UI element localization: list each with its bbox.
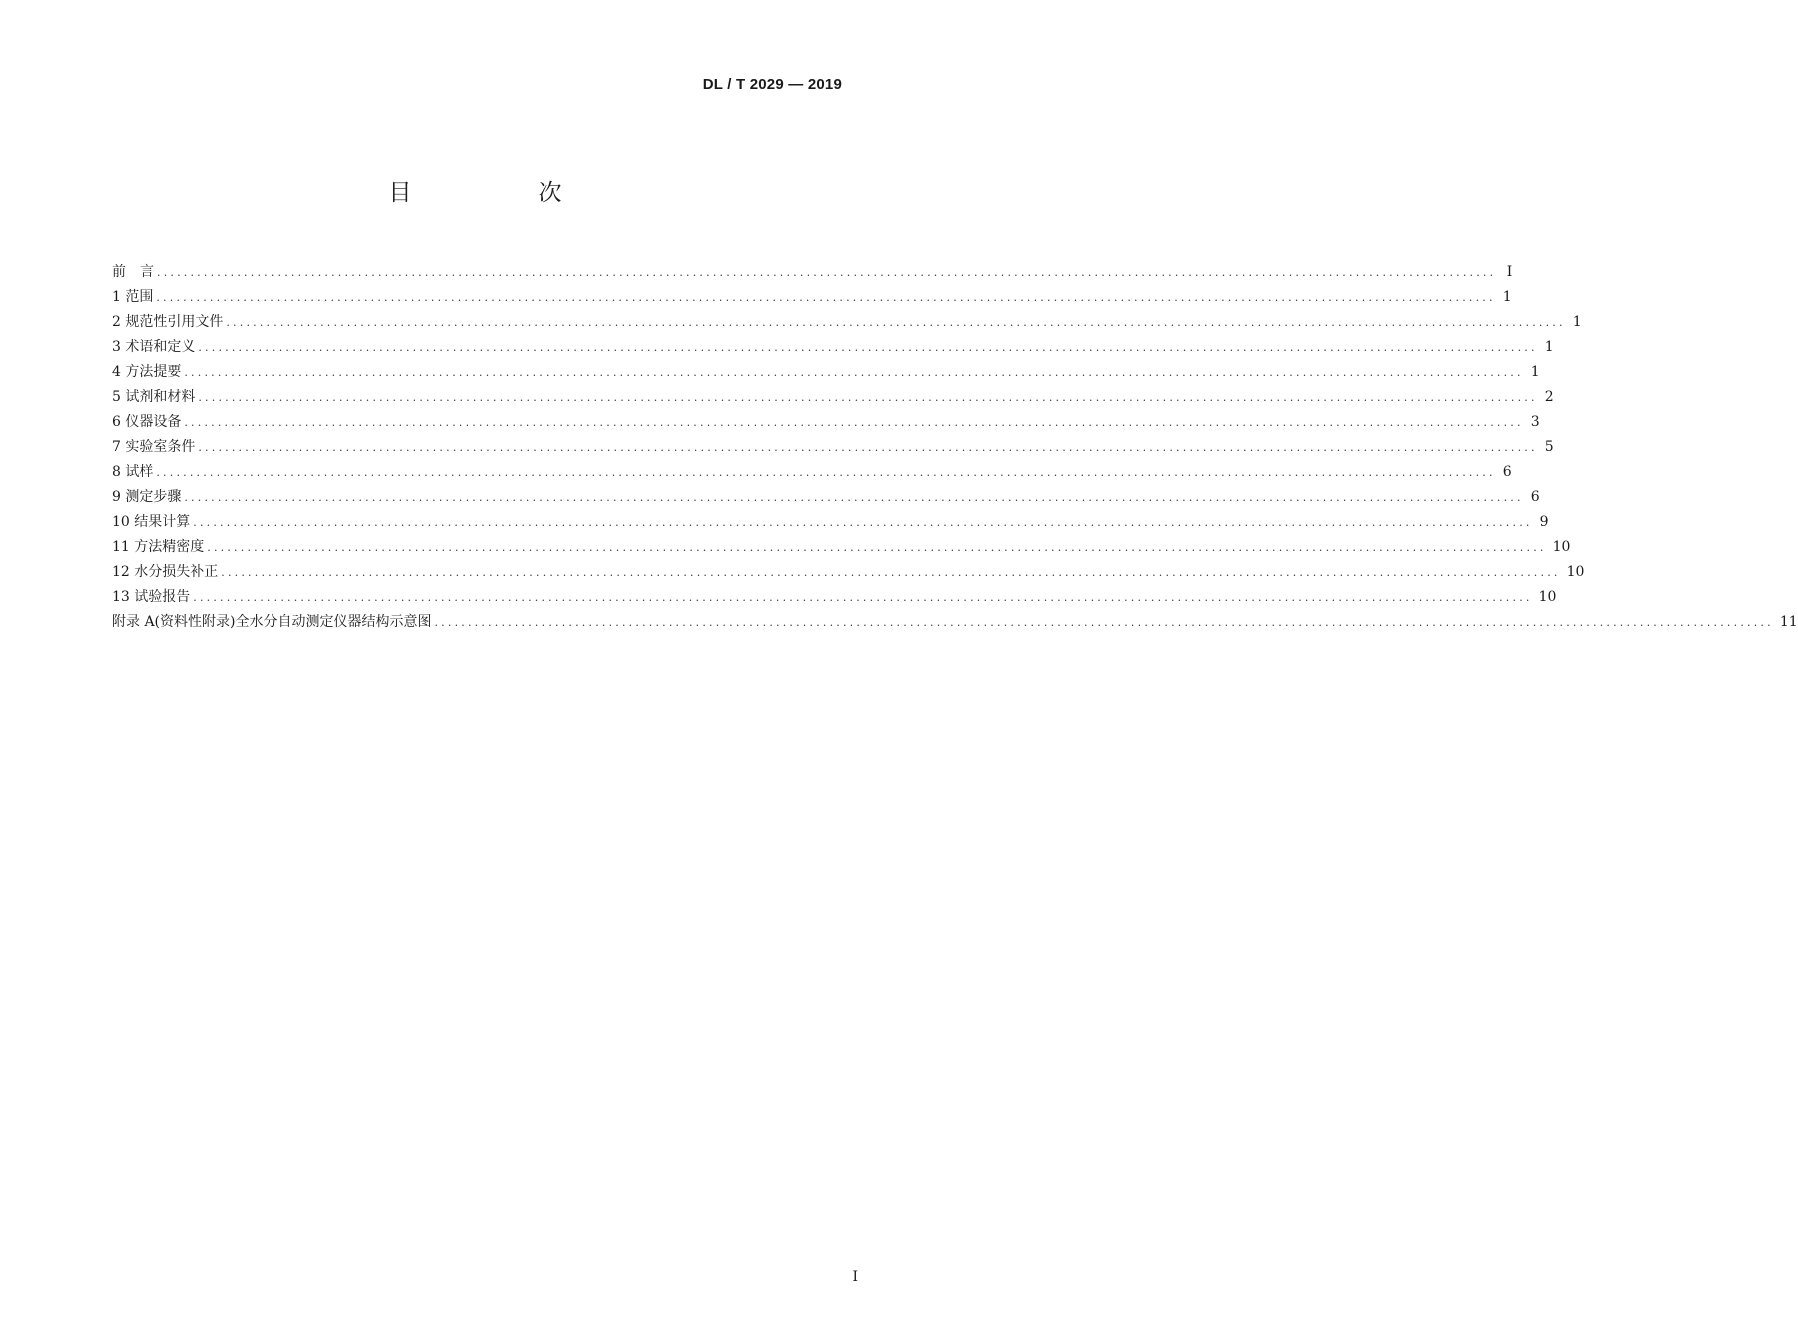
- toc-entry-label: 13 试验报告: [112, 589, 191, 605]
- toc-leader-dots: ........................................................................................................................................................................................................: [221, 566, 1561, 579]
- toc-entry[interactable]: [112, 360, 1540, 385]
- page-title: 目 次: [388, 180, 614, 206]
- toc-entry-page: 6: [1502, 464, 1512, 480]
- toc-entry-label: 附录 A(资料性附录)全水分自动测定仪器结构示意图: [112, 614, 432, 630]
- toc-entry[interactable]: [112, 435, 1554, 460]
- toc-entry[interactable]: [112, 510, 1549, 535]
- toc-leader-dots: ........................................................................................................................................................................................................: [434, 616, 1774, 629]
- toc-entry-label: 9 测定步骤: [112, 489, 182, 505]
- toc-leader-dots: ........................................................................................................................................................................................................: [184, 366, 1524, 379]
- toc-entry[interactable]: [112, 310, 1582, 335]
- toc-entry-page: 1: [1572, 314, 1582, 330]
- toc-entry[interactable]: [112, 460, 1512, 485]
- toc-entry-label: 3 术语和定义: [112, 339, 196, 355]
- toc-entry-page: 6: [1530, 489, 1540, 505]
- table-of-contents: [112, 260, 1798, 635]
- toc-entry-label: 6 仪器设备: [112, 414, 182, 430]
- toc-entry-page: 10: [1566, 564, 1585, 580]
- toc-entry[interactable]: [112, 560, 1585, 585]
- toc-entry[interactable]: [112, 485, 1540, 510]
- toc-entry-label: 前 言: [112, 264, 154, 280]
- toc-entry[interactable]: [112, 410, 1540, 435]
- toc-entry-label: 4 方法提要: [112, 364, 182, 380]
- toc-leader-dots: ........................................................................................................................................................................................................: [184, 416, 1524, 429]
- toc-entry-page: 11: [1779, 614, 1798, 630]
- toc-leader-dots: ........................................................................................................................................................................................................: [198, 441, 1538, 454]
- toc-entry-page: 1: [1530, 364, 1540, 380]
- toc-entry-page: 10: [1538, 589, 1557, 605]
- toc-entry[interactable]: [112, 285, 1512, 310]
- toc-entry-label: 1 范围: [112, 289, 154, 305]
- toc-leader-dots: ........................................................................................................................................................................................................: [157, 266, 1497, 279]
- toc-entry-label: 5 试剂和材料: [112, 389, 196, 405]
- toc-entry-label: 8 试样: [112, 464, 154, 480]
- standard-code: DL / T 2029 — 2019: [702, 76, 842, 93]
- toc-entry-page: I: [1506, 264, 1513, 280]
- toc-leader-dots: ........................................................................................................................................................................................................: [193, 516, 1533, 529]
- toc-entry-page: 3: [1530, 414, 1540, 430]
- toc-entry-page: 1: [1502, 289, 1512, 305]
- toc-entry-page: 2: [1544, 389, 1554, 405]
- toc-entry-label: 12 水分损失补正: [112, 564, 219, 580]
- toc-entry-page: 9: [1539, 514, 1549, 530]
- toc-leader-dots: ........................................................................................................................................................................................................: [226, 316, 1566, 329]
- toc-entry-page: 5: [1544, 439, 1554, 455]
- toc-entry-foreword[interactable]: [112, 260, 1513, 285]
- toc-leader-dots: ........................................................................................................................................................................................................: [156, 291, 1496, 304]
- toc-entry-label: 10 结果计算: [112, 514, 191, 530]
- toc-leader-dots: ........................................................................................................................................................................................................: [198, 341, 1538, 354]
- toc-entry[interactable]: [112, 535, 1571, 560]
- toc-entry-page: 1: [1544, 339, 1554, 355]
- page-number: I: [852, 1269, 858, 1285]
- toc-entry[interactable]: [112, 385, 1554, 410]
- toc-entry-page: 10: [1552, 539, 1571, 555]
- toc-leader-dots: ........................................................................................................................................................................................................: [184, 491, 1524, 504]
- toc-entry[interactable]: [112, 335, 1554, 360]
- toc-entry-appendix[interactable]: [112, 610, 1798, 635]
- toc-leader-dots: ........................................................................................................................................................................................................: [193, 591, 1533, 604]
- toc-entry-label: 11 方法精密度: [112, 539, 205, 555]
- toc-leader-dots: ........................................................................................................................................................................................................: [156, 466, 1496, 479]
- toc-leader-dots: ........................................................................................................................................................................................................: [207, 541, 1547, 554]
- toc-entry[interactable]: [112, 585, 1557, 610]
- toc-entry-label: 7 实验室条件: [112, 439, 196, 455]
- toc-leader-dots: ........................................................................................................................................................................................................: [198, 391, 1538, 404]
- toc-entry-label: 2 规范性引用文件: [112, 314, 224, 330]
